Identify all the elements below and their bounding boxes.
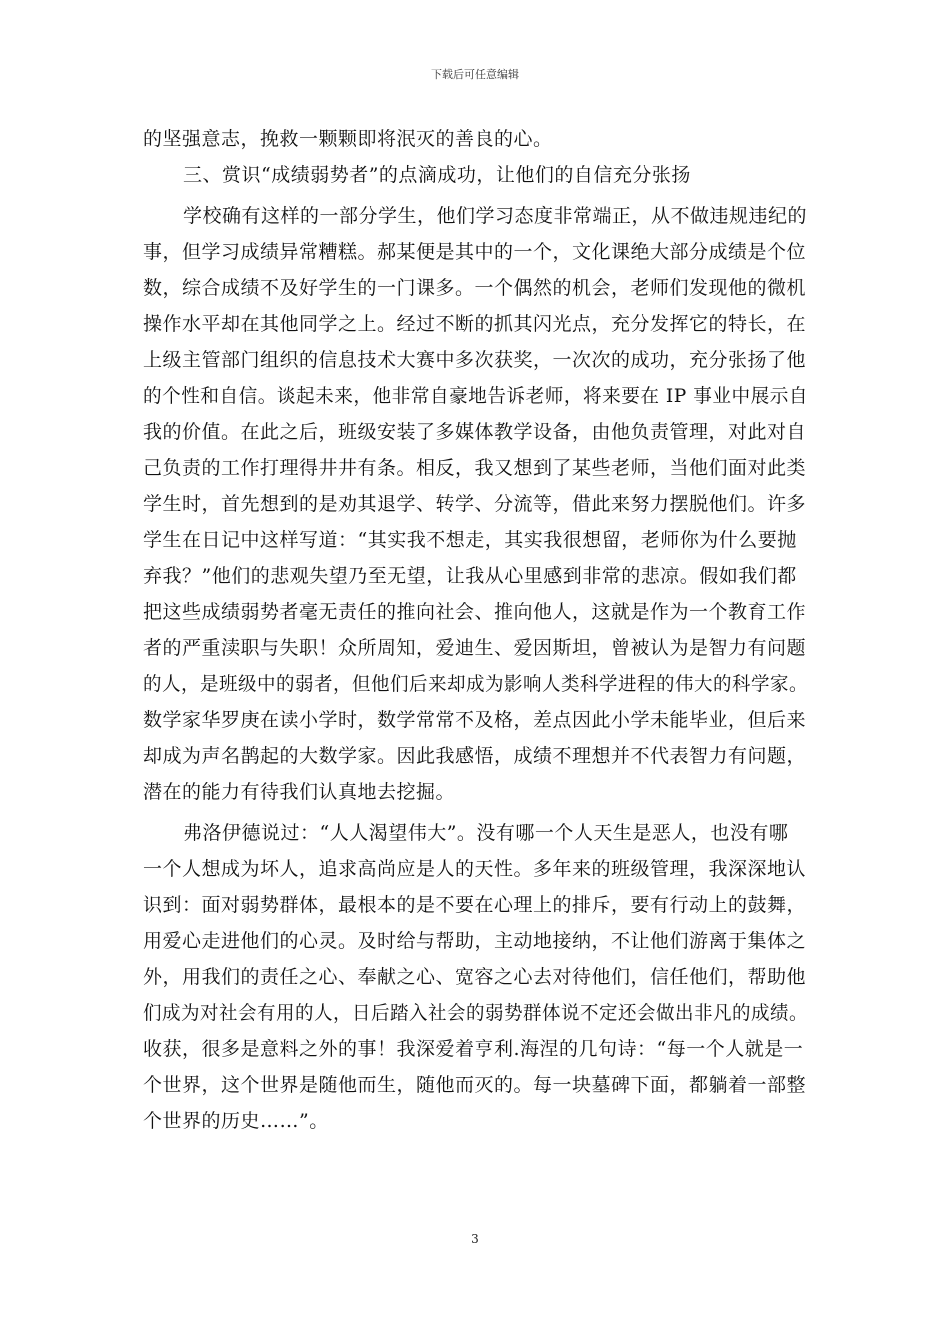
text-line: 把这些成绩弱势者毫无责任的推向社会、推向他人，这就是作为一个教育工作: [143, 601, 807, 623]
text-line: 事，但学习成绩异常糟糕。郝某便是其中的一个，文化课绝大部分成绩是个位: [143, 241, 807, 263]
page-header: 下载后可任意编辑: [431, 68, 519, 81]
text-line: 学生在日记中这样写道：“其实我不想走，其实我很想留，老师你为什么要抛: [143, 529, 797, 551]
text-line: 弗洛伊德说过：“人人渴望伟大”。没有哪一个人天生是恶人，也没有哪: [183, 822, 789, 844]
text-line: 操作水平却在其他同学之上。经过不断的抓其闪光点，充分发挥它的特长，在: [143, 313, 807, 335]
text-line: 己负责的工作打理得井井有条。相反，我又想到了某些老师，当他们面对此类: [143, 457, 807, 479]
text-line: 外，用我们的责任之心、奉献之心、宽容之心去对待他们，信任他们，帮助他: [143, 966, 807, 988]
text-line: 者的严重渎职与失职！众所周知，爱迪生、爱因斯坦，曾被认为是智力有问题: [143, 637, 807, 659]
text-line: 一个人想成为坏人，追求高尚应是人的天性。多年来的班级管理，我深深地认: [143, 858, 807, 880]
text-line: 上级主管部门组织的信息技术大赛中多次获奖，一次次的成功，充分张扬了他: [143, 349, 807, 371]
text-line: 数学家华罗庚在读小学时，数学常常不及格，差点因此小学未能毕业，但后来: [143, 709, 807, 731]
text-line: 个世界的历史……”。: [143, 1110, 329, 1132]
text-line: 数，综合成绩不及好学生的一门课多。一个偶然的机会，老师们发现他的微机: [143, 277, 807, 299]
text-line: 却成为声名鹊起的大数学家。因此我感悟，成绩不理想并不代表智力有问题，: [143, 745, 807, 767]
section-heading: 三、赏识“成绩弱势者”的点滴成功，让他们的自信充分张扬: [183, 164, 691, 186]
text-line: 学生时，首先想到的是劝其退学、转学、分流等，借此来努力摆脱他们。许多: [143, 493, 807, 515]
text-line: 用爱心走进他们的心灵。及时给与帮助，主动地接纳，不让他们游离于集体之: [143, 930, 807, 952]
page-number: 3: [471, 1232, 479, 1246]
text-line: 收获，很多是意料之外的事！我深爱着亨利.海涅的几句诗：“每一个人就是一: [143, 1038, 804, 1060]
text-line: 的个性和自信。谈起未来，他非常自豪地告诉老师，将来要在 IP 事业中展示自: [143, 385, 808, 407]
text-line: 的坚强意志，挽救一颗颗即将泯灭的善良的心。: [143, 128, 553, 150]
text-line: 潜在的能力有待我们认真地去挖掘。: [143, 781, 456, 803]
text-line: 我的价值。在此之后，班级安装了多媒体教学设备，由他负责管理，对此对自: [143, 421, 807, 443]
text-line: 们成为对社会有用的人，日后踏入社会的弱势群体说不定还会做出非凡的成绩。: [143, 1002, 808, 1024]
text-line: 识到：面对弱势群体，最根本的是不要在心理上的排斥，要有行动上的鼓舞，: [143, 894, 807, 916]
text-line: 学校确有这样的一部分学生，他们学习态度非常端正，从不做违规违纪的: [183, 205, 808, 227]
text-line: 的人，是班级中的弱者，但他们后来却成为影响人类科学进程的伟大的科学家。: [143, 673, 808, 695]
text-line: 弃我？”他们的悲观失望乃至无望，让我从心里感到非常的悲凉。假如我们都: [143, 565, 797, 587]
text-line: 个世界，这个世界是随他而生，随他而灭的。每一块墓碑下面，都躺着一部整: [143, 1074, 807, 1096]
